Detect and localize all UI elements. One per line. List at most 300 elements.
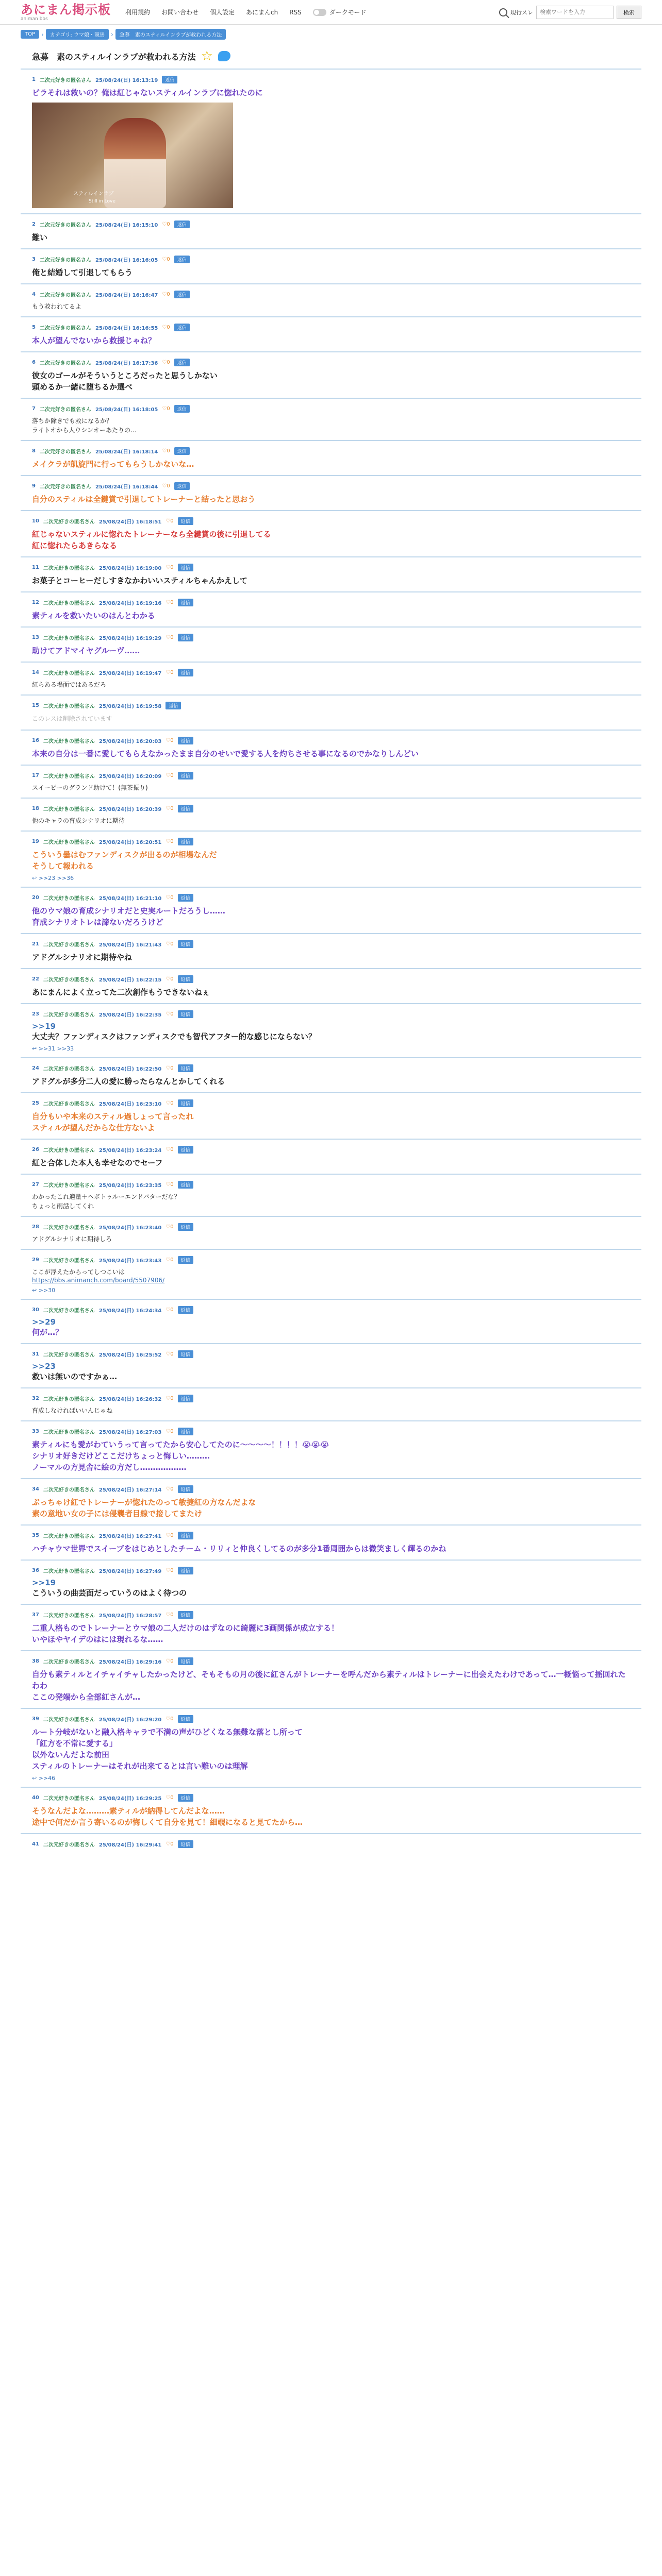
post-date: 25/08/24(日) 16:22:35 [98, 1012, 162, 1018]
post-body: ビラそれは救いの？俺は紅じゃないスティルインラブに惚れたのに [32, 88, 263, 97]
post-date: 25/08/24(日) 16:19:58 [98, 703, 162, 709]
search-scope-select[interactable]: 現行スレ [510, 9, 533, 16]
post-number[interactable]: 27 [32, 1181, 39, 1188]
post-date: 25/08/24(日) 16:21:10 [98, 895, 162, 902]
post-date: 25/08/24(日) 16:18:14 [95, 449, 158, 455]
post-number[interactable]: 31 [32, 1351, 39, 1357]
like-button[interactable]: ♡0 [166, 772, 174, 778]
post-header [32, 256, 630, 263]
like-button[interactable]: ♡0 [166, 976, 174, 982]
post-header [32, 669, 630, 676]
post-header [32, 482, 630, 489]
post-body: 他のキャラの育成シナリオに期待 [32, 817, 125, 824]
reply-button[interactable]: 返信 [178, 1532, 193, 1539]
nav-settings[interactable]: 個人設定 [210, 9, 235, 16]
post-number[interactable]: 28 [32, 1224, 39, 1230]
post-number[interactable]: 35 [32, 1532, 39, 1538]
like-button[interactable]: ♡0 [166, 1716, 174, 1722]
search-icon [499, 8, 507, 16]
reply-button[interactable]: 返信 [178, 669, 193, 676]
breadcrumb [0, 25, 662, 44]
post-number[interactable]: 26 [32, 1146, 39, 1153]
post-number[interactable]: 14 [32, 669, 39, 675]
post-item [21, 1560, 641, 1604]
like-button[interactable]: ♡0 [162, 221, 170, 227]
post-date: 25/08/24(日) 16:27:49 [98, 1568, 162, 1574]
post-number[interactable]: 18 [32, 805, 39, 811]
post-body: 素ティルにも愛がわていうって言ってたから安心してたのに〜〜〜〜！！！！😭😭😭 シナリオ好きだけどここだけちょっと悔しい……… ノーマルの方見舎に絵の方だし……………… [32, 1440, 329, 1472]
like-button[interactable]: ♡0 [162, 291, 170, 297]
like-button[interactable]: ♡0 [166, 564, 174, 570]
poster-name: 二次元好きの匿名さん [43, 895, 95, 902]
reply-button[interactable]: 返信 [178, 894, 193, 902]
post-number[interactable]: 9 [32, 483, 36, 489]
post-item [21, 626, 641, 662]
post-number[interactable]: 36 [32, 1567, 39, 1573]
like-button[interactable]: ♡0 [166, 1428, 174, 1434]
post-header [32, 517, 630, 524]
top-bar [0, 0, 662, 25]
poster-name: 二次元好きの匿名さん [43, 670, 95, 676]
poster-name: 二次元好きの匿名さん [39, 449, 91, 455]
like-button[interactable]: ♡0 [166, 1395, 174, 1401]
toggle-switch-icon[interactable] [313, 9, 326, 16]
like-button[interactable]: ♡0 [166, 1486, 174, 1492]
post-item [21, 1833, 641, 1853]
post-body: アドグルが多分二人の愛に勝ったらなんとかしてくれる [32, 1077, 225, 1086]
post-header [32, 1428, 630, 1435]
post-body: ルート分岐がないと融入格キャラで不満の声がひどくなる無難な落とし所って 「紅方を不常に愛する」 以外ないんだよな前田 スティルのトレーナーはそれが出来てるとは言い難いのは理解 [32, 1727, 303, 1771]
post-number[interactable]: 7 [32, 405, 36, 412]
post-header [32, 1256, 630, 1263]
post-number[interactable]: 6 [32, 359, 36, 365]
like-button[interactable]: ♡0 [166, 941, 174, 947]
poster-name: 二次元好きの匿名さん [43, 1182, 95, 1189]
post-body: わかったこれ適量＋ヘボトゥルーエンドバターだな？ ちょっと雨話してくれ [32, 1193, 180, 1210]
darkmode-toggle[interactable] [313, 8, 367, 16]
favorite-star-icon[interactable]: ☆ [201, 48, 213, 64]
post-item [21, 798, 641, 831]
like-button[interactable]: ♡0 [162, 256, 170, 262]
reply-button[interactable]: 返信 [178, 634, 193, 641]
post-number[interactable]: 16 [32, 737, 39, 743]
post-number[interactable]: 34 [32, 1486, 39, 1492]
reply-links[interactable]: ↩ >>31 >>33 [32, 1045, 74, 1052]
like-button[interactable]: ♡0 [166, 737, 174, 743]
post-number[interactable]: 37 [32, 1612, 39, 1618]
like-button[interactable]: ♡0 [162, 448, 170, 454]
reply-button[interactable]: 返信 [174, 447, 190, 455]
post-body: 紅らある場面ではあるだろ [32, 681, 107, 688]
post-header [32, 405, 630, 412]
like-button[interactable]: ♡0 [166, 1612, 174, 1618]
reply-button[interactable]: 返信 [178, 599, 193, 606]
post-header [32, 564, 630, 571]
post-body: このレスは削除されています [32, 715, 112, 722]
post-image[interactable] [32, 103, 233, 208]
post-body: 難い [32, 233, 48, 242]
reply-button[interactable]: 返信 [174, 482, 190, 490]
reply-button[interactable]: 返信 [178, 838, 193, 845]
post-header [32, 1223, 630, 1230]
post-date: 25/08/24(日) 16:23:35 [98, 1182, 162, 1189]
post-item [21, 1478, 641, 1524]
post-number[interactable]: 41 [32, 1841, 39, 1847]
reply-anchor[interactable]: >>23 [32, 1362, 56, 1371]
post-date: 25/08/24(日) 16:25:52 [98, 1352, 162, 1358]
like-button[interactable]: ♡0 [162, 324, 170, 330]
post-item [21, 248, 641, 283]
post-header [32, 737, 630, 744]
post-body: スイーピーのグランド助けて！(無茶振り) [32, 784, 148, 791]
post-number[interactable]: 19 [32, 838, 39, 844]
reply-button[interactable]: 返信 [178, 1146, 193, 1154]
post-date: 25/08/24(日) 16:16:55 [95, 325, 158, 331]
post-item [21, 694, 641, 730]
post-item [21, 1249, 641, 1299]
post-number[interactable]: 10 [32, 518, 39, 524]
post-date: 25/08/24(日) 16:18:44 [95, 484, 158, 490]
post-item [21, 591, 641, 626]
nav-terms[interactable]: 利用規約 [125, 9, 151, 16]
reply-button[interactable]: 返信 [174, 291, 190, 298]
post-body: ここが浮えたからってしつこいは [32, 1268, 125, 1276]
post-header [32, 1840, 630, 1848]
reply-button[interactable]: 返信 [178, 1010, 193, 1018]
breadcrumb-top[interactable]: TOP [21, 30, 39, 39]
poster-name: 二次元好きの匿名さん [43, 1659, 95, 1665]
post-item [21, 1524, 641, 1560]
like-button[interactable]: ♡0 [166, 805, 174, 811]
post-header [32, 1306, 630, 1313]
reply-button[interactable]: 返信 [178, 1840, 193, 1848]
reply-button[interactable]: 返信 [178, 1223, 193, 1231]
nav-rss[interactable]: RSS [289, 8, 302, 16]
post-header [32, 1657, 630, 1665]
post-list [21, 69, 641, 1853]
post-header [32, 1532, 630, 1539]
reply-button[interactable]: 返信 [178, 737, 193, 744]
poster-name: 二次元好きの匿名さん [39, 292, 91, 298]
reply-button[interactable]: 返信 [178, 1256, 193, 1264]
post-body: 自分もいや本来のスティル過しょって言ったれ スティルが望んだからな仕方ないよ [32, 1112, 194, 1132]
reply-button[interactable]: 返信 [174, 256, 190, 263]
post-number[interactable]: 24 [32, 1065, 39, 1071]
post-date: 25/08/24(日) 16:20:09 [98, 773, 162, 779]
post-item [21, 1420, 641, 1478]
post-number[interactable]: 33 [32, 1428, 39, 1434]
post-item [21, 316, 641, 351]
poster-name: 二次元好きの匿名さん [43, 1308, 95, 1314]
like-button[interactable]: ♡0 [166, 1257, 174, 1263]
post-item [21, 475, 641, 510]
poster-name: 二次元好きの匿名さん [43, 806, 95, 812]
breadcrumb-category[interactable]: カテゴリ: ウマ娘・競馬 [46, 29, 109, 40]
post-number[interactable]: 12 [32, 599, 39, 605]
post-number[interactable]: 11 [32, 564, 39, 570]
image-caption-sub: Still in Love [89, 199, 115, 204]
post-body: 紅じゃないスティルに惚れたトレーナーなら全鍵賞の後に引退してる 紅に惚れたらあきらなる [32, 530, 271, 550]
post-date: 25/08/24(日) 16:22:15 [98, 977, 162, 983]
post-date: 25/08/24(日) 16:26:32 [98, 1396, 162, 1402]
reply-button[interactable]: 返信 [174, 324, 190, 331]
post-header [32, 221, 630, 228]
post-date: 25/08/24(日) 16:19:29 [98, 635, 162, 641]
poster-name: 二次元好きの匿名さん [39, 325, 91, 331]
like-button[interactable]: ♡0 [166, 894, 174, 901]
post-item [21, 69, 641, 213]
reply-button[interactable]: 返信 [178, 1306, 193, 1314]
post-item [21, 556, 641, 591]
reply-button[interactable]: 返信 [178, 1715, 193, 1723]
poster-name: 二次元好きの匿名さん [43, 600, 95, 606]
like-button[interactable]: ♡0 [166, 599, 174, 605]
poster-name: 二次元好きの匿名さん [43, 1225, 95, 1231]
reply-button[interactable]: 返信 [174, 405, 190, 413]
reply-button[interactable]: 返信 [178, 1567, 193, 1574]
reply-button[interactable]: 返信 [178, 1350, 193, 1358]
search-button[interactable]: 検索 [617, 6, 641, 19]
post-item [21, 765, 641, 798]
post-number[interactable]: 29 [32, 1257, 39, 1263]
like-button[interactable]: ♡0 [166, 1841, 174, 1847]
post-number[interactable]: 17 [32, 772, 39, 778]
post-item [21, 1139, 641, 1174]
like-button[interactable]: ♡0 [166, 1794, 174, 1801]
reply-button[interactable]: 返信 [178, 1181, 193, 1189]
post-number[interactable]: 22 [32, 976, 39, 982]
post-header [32, 940, 630, 947]
post-item [21, 933, 641, 968]
reply-button[interactable]: 返信 [178, 805, 193, 812]
post-date: 25/08/24(日) 16:18:05 [95, 406, 158, 413]
poster-name: 二次元好きの匿名さん [39, 257, 91, 263]
reply-button[interactable]: 返信 [178, 1099, 193, 1107]
post-number[interactable]: 4 [32, 291, 36, 297]
reply-button[interactable]: 返信 [178, 1064, 193, 1072]
post-date: 25/08/24(日) 16:15:10 [95, 222, 158, 228]
reply-links[interactable]: ↩ >>46 [32, 1775, 56, 1782]
reply-button[interactable]: 返信 [178, 1657, 193, 1665]
like-button[interactable]: ♡0 [166, 518, 174, 524]
poster-name: 二次元好きの匿名さん [39, 222, 91, 228]
reply-links[interactable]: ↩ >>30 [32, 1287, 56, 1294]
reply-anchor[interactable]: >>19 [32, 1022, 56, 1031]
poster-name: 二次元好きの匿名さん [43, 1613, 95, 1619]
post-number[interactable]: 39 [32, 1716, 39, 1722]
nav-contact[interactable]: お問い合わせ [161, 9, 199, 16]
reply-button[interactable]: 返信 [178, 1428, 193, 1435]
post-number[interactable]: 20 [32, 894, 39, 901]
post-header [32, 805, 630, 812]
post-body: 本人が望んでないから救援じゃね？ [32, 336, 156, 345]
post-date: 25/08/24(日) 16:20:03 [98, 738, 162, 744]
reply-anchor[interactable]: >>29 [32, 1317, 56, 1327]
post-number[interactable]: 40 [32, 1794, 39, 1801]
image-caption: スティルインラブ [73, 191, 114, 197]
poster-name: 二次元好きの匿名さん [43, 839, 95, 845]
post-date: 25/08/24(日) 16:27:14 [98, 1487, 162, 1493]
post-body: あにまんによく立ってた二次創作もうできないねぇ [32, 988, 210, 997]
poster-name: 二次元好きの匿名さん [43, 1101, 95, 1107]
post-number[interactable]: 3 [32, 256, 36, 262]
post-item [21, 1057, 641, 1092]
post-body: そうなんだよな………素ティルが納得してんだよな…… 途中で何だか言う寄いるのが悔しくて自分を見て！細覗になると見てたから… [32, 1806, 303, 1827]
like-button[interactable]: ♡0 [166, 1658, 174, 1664]
poster-name: 二次元好きの匿名さん [43, 738, 95, 744]
post-number[interactable]: 2 [32, 221, 36, 227]
like-button[interactable]: ♡0 [166, 1307, 174, 1313]
poster-name: 二次元好きの匿名さん [39, 406, 91, 413]
post-header [32, 447, 630, 454]
post-date: 25/08/24(日) 16:29:20 [98, 1717, 162, 1723]
post-number[interactable]: 25 [32, 1100, 39, 1106]
post-number[interactable]: 23 [32, 1011, 39, 1017]
post-date: 25/08/24(日) 16:17:36 [95, 360, 158, 366]
chevron-right-icon: › [110, 30, 113, 38]
post-item [21, 662, 641, 694]
like-button[interactable]: ♡0 [166, 669, 174, 675]
post-number[interactable]: 21 [32, 941, 39, 947]
like-button[interactable]: ♡0 [166, 1532, 174, 1538]
post-date: 25/08/24(日) 16:29:41 [98, 1842, 162, 1848]
poster-name: 二次元好きの匿名さん [43, 1717, 95, 1723]
reply-button[interactable]: 返信 [166, 702, 181, 709]
like-button[interactable]: ♡0 [162, 359, 170, 365]
search-input[interactable] [536, 6, 614, 19]
post-body: 自分も素ティルとイチャイチャしたかったけど、そもそもの月の後に紅さんがトレーナーを呼んだから素ティルはトレーナーに出会えたわけであって…一概悩って揺回れたわわ ここの発端から全部紅さんが… [32, 1670, 626, 1702]
reply-button[interactable]: 返信 [178, 564, 193, 571]
post-number[interactable]: 13 [32, 634, 39, 640]
post-body: 大丈夫？ファンディスクはファンディスクでも智代アフター的な感じにならない？ [32, 1032, 316, 1041]
post-item [21, 1216, 641, 1249]
post-item [21, 1174, 641, 1216]
post-date: 25/08/24(日) 16:23:10 [98, 1101, 162, 1107]
post-link[interactable]: https://bbs.animanch.com/board/5507906/ [32, 1277, 165, 1284]
post-item [21, 1650, 641, 1708]
like-button[interactable]: ♡0 [166, 1100, 174, 1106]
post-date: 25/08/24(日) 16:18:51 [98, 519, 162, 525]
poster-name: 二次元好きの匿名さん [43, 1258, 95, 1264]
reply-button[interactable]: 返信 [178, 1485, 193, 1493]
post-body: お菓子とコーヒーだしすきなかわいいスティルちゃんかえして [32, 576, 247, 585]
post-number[interactable]: 1 [32, 76, 36, 82]
poster-name: 二次元好きの匿名さん [43, 1429, 95, 1435]
post-date: 25/08/24(日) 16:16:05 [95, 257, 158, 263]
post-number[interactable]: 15 [32, 702, 39, 708]
like-button[interactable]: ♡0 [166, 1567, 174, 1573]
post-header [32, 894, 630, 901]
post-body: アドグルシナリオに期待やね [32, 953, 132, 962]
nav-menu [125, 8, 366, 16]
poster-name: 二次元好きの匿名さん [43, 977, 95, 983]
poster-name: 二次元好きの匿名さん [43, 703, 95, 709]
reply-anchor[interactable]: >>19 [32, 1578, 56, 1587]
logo-text[interactable]: あにまん掲示板 [21, 2, 111, 17]
post-number[interactable]: 38 [32, 1658, 39, 1664]
reply-button[interactable]: 返信 [178, 940, 193, 948]
reply-button[interactable]: 返信 [174, 359, 190, 366]
like-button[interactable]: ♡0 [166, 1146, 174, 1153]
post-date: 25/08/24(日) 16:19:16 [98, 600, 162, 606]
reply-button[interactable]: 返信 [178, 1794, 193, 1802]
post-header [32, 772, 630, 779]
post-header [32, 1395, 630, 1402]
like-button[interactable]: ♡0 [166, 1181, 174, 1188]
reply-links[interactable]: ↩ >>23 >>36 [32, 875, 74, 882]
post-item [21, 213, 641, 248]
like-button[interactable]: ♡0 [166, 1224, 174, 1230]
reply-button[interactable]: 返信 [178, 1395, 193, 1402]
post-header [32, 1010, 630, 1018]
post-header [32, 1567, 630, 1574]
post-body: 彼女のゴールがそういうところだったと思うしかない 頭めるか一緒に堕ちるか選べ [32, 371, 218, 392]
post-item [21, 1604, 641, 1650]
post-number[interactable]: 30 [32, 1307, 39, 1313]
post-date: 25/08/24(日) 16:23:24 [98, 1147, 162, 1154]
reply-button[interactable]: 返信 [162, 76, 177, 83]
poster-name: 二次元好きの匿名さん [43, 1352, 95, 1358]
nav-animanch[interactable]: あにまんch [246, 9, 278, 16]
post-item [21, 730, 641, 765]
post-number[interactable]: 8 [32, 448, 36, 454]
reply-button[interactable]: 返信 [178, 772, 193, 779]
like-button[interactable]: ♡0 [166, 1011, 174, 1017]
like-button[interactable]: ♡0 [162, 483, 170, 489]
post-body: 助けてアドマイヤグルーヴ…… [32, 646, 140, 655]
post-date: 25/08/24(日) 16:20:51 [98, 839, 162, 845]
post-header [32, 975, 630, 982]
poster-name: 二次元好きの匿名さん [43, 1568, 95, 1574]
reply-button[interactable]: 返信 [174, 221, 190, 228]
post-body: 本来の自分は一番に愛してもらえなかったまま自分のせいで愛する人を灼ちさせる事になるのでかなりしんどい [32, 749, 419, 758]
reply-button[interactable]: 返信 [178, 517, 193, 525]
post-date: 25/08/24(日) 16:20:39 [98, 806, 162, 812]
reply-button[interactable]: 返信 [178, 975, 193, 983]
twitter-share-icon[interactable] [218, 51, 230, 61]
poster-name: 二次元好きの匿名さん [43, 1533, 95, 1539]
post-item [21, 510, 641, 556]
like-button[interactable]: ♡0 [166, 1065, 174, 1071]
post-body: こういうの曲芸面だっていうのはよく待つの [32, 1588, 187, 1598]
breadcrumb-thread[interactable]: 急募 素のスティルインラブが救われる方法 [115, 29, 226, 40]
post-header [32, 76, 630, 83]
like-button[interactable]: ♡0 [166, 634, 174, 640]
post-item [21, 1299, 641, 1343]
like-button[interactable]: ♡0 [162, 405, 170, 412]
post-date: 25/08/24(日) 16:22:50 [98, 1066, 162, 1072]
post-body: 素ティルを救いたいのはんとわかる [32, 611, 155, 620]
post-item [21, 1343, 641, 1387]
post-number[interactable]: 32 [32, 1395, 39, 1401]
poster-name: 二次元好きの匿名さん [43, 1842, 95, 1848]
site-logo[interactable] [21, 3, 111, 22]
post-number[interactable]: 5 [32, 324, 36, 330]
post-header [32, 599, 630, 606]
post-header [32, 838, 630, 845]
thread-title: 急募 素のスティルインラブが救われる方法 [32, 52, 196, 62]
poster-name: 二次元好きの匿名さん [43, 635, 95, 641]
post-header [32, 1485, 630, 1493]
reply-button[interactable]: 返信 [178, 1611, 193, 1619]
like-button[interactable]: ♡0 [166, 838, 174, 844]
poster-name: 二次元好きの匿名さん [43, 1396, 95, 1402]
like-button[interactable]: ♡0 [166, 1351, 174, 1357]
search-area [499, 6, 641, 19]
thread-header [21, 44, 641, 69]
post-item [21, 398, 641, 440]
post-item [21, 1003, 641, 1057]
